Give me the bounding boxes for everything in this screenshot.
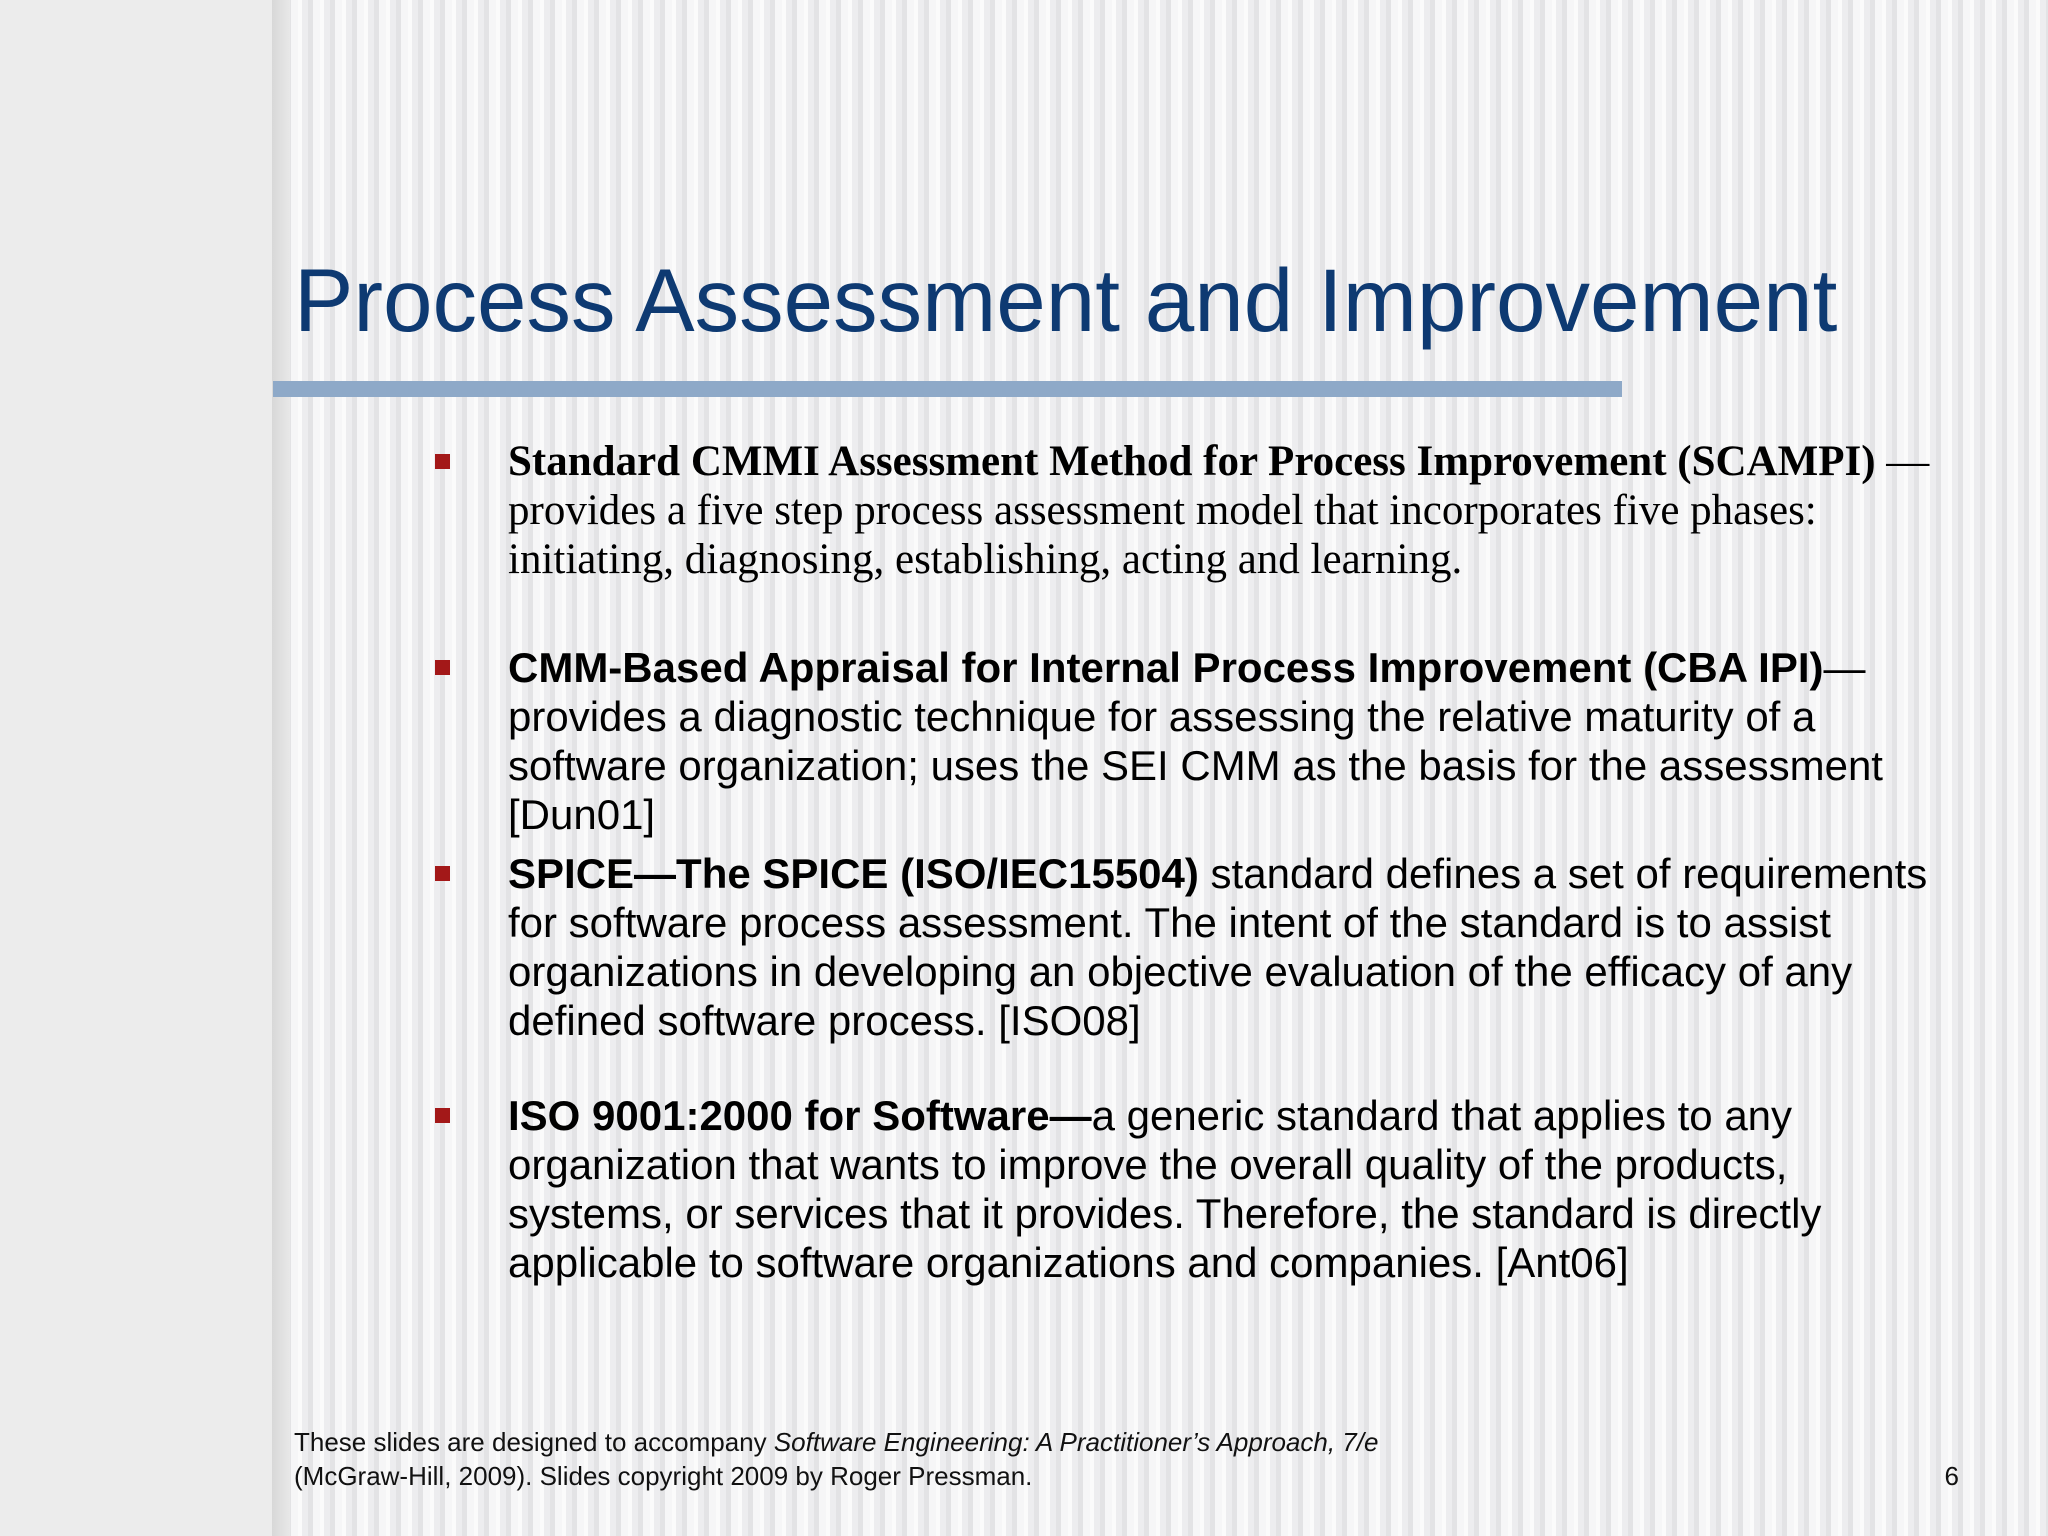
title-underline-rule — [273, 381, 1622, 397]
square-bullet-icon — [435, 866, 450, 881]
square-bullet-icon — [435, 454, 450, 469]
bullet-lead: CMM-Based Appraisal for Internal Process Improvement (CBA IPI) — [508, 644, 1824, 691]
bullet-text: —provides a diagnostic technique for assessing the relative maturity of a software organization; uses the SEI CMM as the basis for the assessment [Dun01] — [508, 644, 1883, 838]
footer-line-2: (McGraw-Hill, 2009). Slides copyright 2009 by Roger Pressman. — [294, 1461, 1033, 1491]
bullet-list — [430, 437, 1940, 1287]
square-bullet-icon — [435, 1108, 450, 1123]
footer-line-1 — [294, 1425, 1378, 1459]
bullet-lead: ISO 9001:2000 for Software— — [508, 1092, 1092, 1139]
bullet-text: a generic standard that applies to any organization that wants to improve the overall quality of the products, systems, or services that it provides. Therefore, the standard is directly applicable to software organizations and companies. [Ant06] — [508, 1092, 1822, 1286]
bullet-text: — provides a five step process assessment model that incorporates five phases: initiating, diagnosing, establishing, acting and learning. — [508, 438, 1930, 583]
bullet-item-iso9001 — [430, 1091, 1940, 1287]
left-margin-panel — [0, 0, 272, 1536]
bullet-item-cba-ipi — [430, 643, 1940, 849]
slide-title: Process Assessment and Improvement — [294, 250, 1838, 350]
page-number: 6 — [1944, 1461, 1959, 1491]
square-bullet-icon — [435, 660, 450, 675]
bullet-text: standard defines a set of requirements for software process assessment. The intent of the standard is to assist organizations in developing an objective evaluation of the efficacy of any defined software process. [ISO08] — [508, 850, 1928, 1044]
slide-footer — [294, 1425, 1378, 1493]
footer-book-title: Software Engineering: A Practitioner’s Approach, 7/e — [773, 1427, 1379, 1457]
bullet-item-scampi — [430, 437, 1940, 643]
left-margin-edge — [272, 0, 290, 1536]
footer-prefix: These slides are designed to accompany — [294, 1427, 774, 1457]
bullet-lead: Standard CMMI Assessment Method for Process Improvement (SCAMPI) — [508, 438, 1876, 485]
bullet-item-spice — [430, 849, 1940, 1091]
bullet-lead: SPICE—The SPICE (ISO/IEC15504) — [508, 850, 1199, 897]
